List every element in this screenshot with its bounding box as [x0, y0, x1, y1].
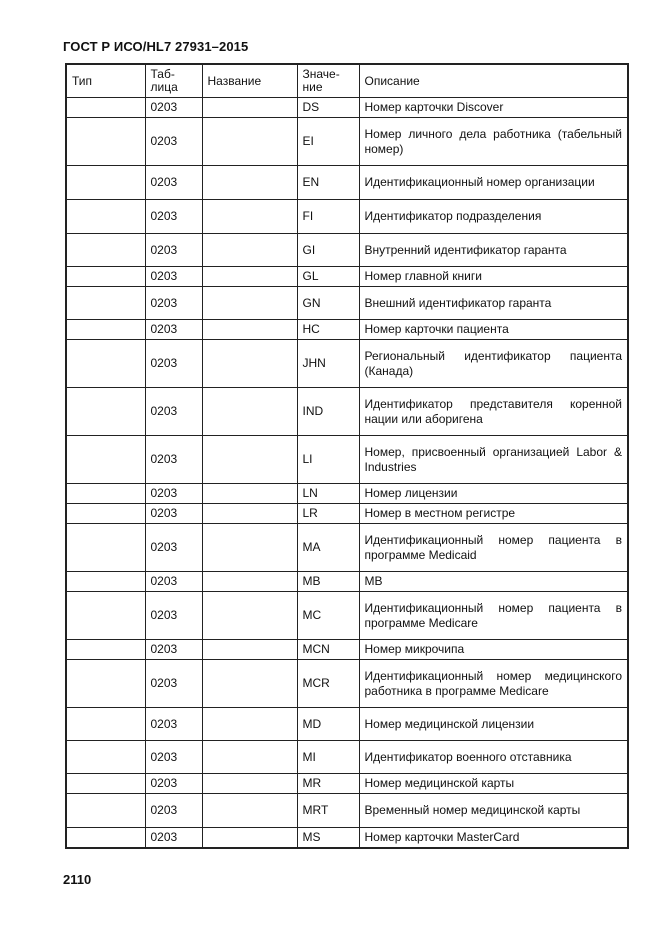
cell-name [202, 524, 297, 572]
cell-table: 0203 [145, 200, 202, 234]
table-row [66, 287, 628, 320]
cell-value: LN [297, 484, 359, 504]
column-header-value-line2: ние [302, 80, 323, 94]
document-header: ГОСТ Р ИСО/HL7 27931–2015 [63, 39, 249, 54]
cell-table: 0203 [145, 287, 202, 320]
cell-name [202, 660, 297, 708]
cell-description: Номер карточки MasterCard [359, 828, 628, 848]
cell-value: HC [297, 320, 359, 340]
table-row [66, 118, 628, 166]
column-header-name: Название [202, 64, 297, 98]
cell-value: GI [297, 234, 359, 267]
cell-value: MC [297, 592, 359, 640]
cell-table: 0203 [145, 592, 202, 640]
cell-type [66, 200, 145, 234]
cell-table: 0203 [145, 504, 202, 524]
cell-name [202, 166, 297, 200]
cell-description: Номер главной книги [359, 267, 628, 287]
cell-table: 0203 [145, 267, 202, 287]
cell-name [202, 828, 297, 848]
cell-name [202, 320, 297, 340]
table-row [66, 320, 628, 340]
cell-name [202, 592, 297, 640]
cell-description: Региональный идентификатор пациента (Канада) [359, 340, 628, 388]
column-header-description: Описание [359, 64, 628, 98]
cell-value: MS [297, 828, 359, 848]
cell-value: LR [297, 504, 359, 524]
cell-name [202, 436, 297, 484]
cell-description: Внутренний идентификатор гаранта [359, 234, 628, 267]
table-row [66, 436, 628, 484]
table-row [66, 484, 628, 504]
cell-description: Номер лицензии [359, 484, 628, 504]
table-row [66, 200, 628, 234]
cell-description: Внешний идентификатор гаранта [359, 287, 628, 320]
cell-description: Идентификатор военного отставника [359, 741, 628, 774]
table-row [66, 592, 628, 640]
cell-value: GL [297, 267, 359, 287]
table-header-row [66, 64, 628, 98]
cell-value: EN [297, 166, 359, 200]
cell-type [66, 118, 145, 166]
column-header-type: Тип [66, 64, 145, 98]
cell-value: MB [297, 572, 359, 592]
table-row [66, 340, 628, 388]
cell-type [66, 572, 145, 592]
cell-type [66, 524, 145, 572]
cell-name [202, 640, 297, 660]
cell-value: MCN [297, 640, 359, 660]
cell-table: 0203 [145, 640, 202, 660]
table-row [66, 741, 628, 774]
cell-name [202, 504, 297, 524]
column-header-table-line2: лица [150, 80, 178, 94]
cell-description: Номер в местном регистре [359, 504, 628, 524]
table-row [66, 388, 628, 436]
cell-description: Номер, присвоенный организацией Labor & Industries [359, 436, 628, 484]
table-row [66, 504, 628, 524]
cell-table: 0203 [145, 234, 202, 267]
cell-name [202, 287, 297, 320]
cell-table: 0203 [145, 660, 202, 708]
cell-table: 0203 [145, 388, 202, 436]
cell-name [202, 741, 297, 774]
cell-value: MCR [297, 660, 359, 708]
cell-type [66, 234, 145, 267]
cell-description: MB [359, 572, 628, 592]
table-row [66, 660, 628, 708]
cell-description: Идентификатор подразделения [359, 200, 628, 234]
code-table [65, 63, 629, 849]
cell-table: 0203 [145, 436, 202, 484]
cell-type [66, 828, 145, 848]
cell-type [66, 660, 145, 708]
cell-table: 0203 [145, 98, 202, 118]
column-header-value [297, 64, 359, 98]
table-row [66, 267, 628, 287]
cell-description: Номер медицинской лицензии [359, 708, 628, 741]
cell-type [66, 774, 145, 794]
column-header-value-line1: Значе- [302, 67, 340, 81]
cell-table: 0203 [145, 741, 202, 774]
cell-value: MR [297, 774, 359, 794]
cell-name [202, 340, 297, 388]
cell-table: 0203 [145, 708, 202, 741]
cell-name [202, 118, 297, 166]
cell-value: FI [297, 200, 359, 234]
cell-value: EI [297, 118, 359, 166]
cell-table: 0203 [145, 524, 202, 572]
cell-type [66, 794, 145, 828]
cell-description: Номер карточки Discover [359, 98, 628, 118]
cell-name [202, 774, 297, 794]
cell-value: IND [297, 388, 359, 436]
cell-type [66, 484, 145, 504]
cell-description: Идентификационный номер медицинского работника в программе Medicare [359, 660, 628, 708]
table-row [66, 828, 628, 848]
table-row [66, 234, 628, 267]
cell-name [202, 388, 297, 436]
table-row [66, 794, 628, 828]
cell-name [202, 98, 297, 118]
column-header-table [145, 64, 202, 98]
cell-value: JHN [297, 340, 359, 388]
table-body [66, 98, 628, 848]
cell-type [66, 267, 145, 287]
cell-value: DS [297, 98, 359, 118]
cell-type [66, 640, 145, 660]
cell-name [202, 234, 297, 267]
cell-type [66, 708, 145, 741]
cell-description: Идентификационный номер пациента в программе Medicare [359, 592, 628, 640]
cell-type [66, 504, 145, 524]
cell-type [66, 436, 145, 484]
cell-description: Номер медицинской карты [359, 774, 628, 794]
table-row [66, 640, 628, 660]
cell-description: Идентификационный номер пациента в программе Medicaid [359, 524, 628, 572]
cell-type [66, 287, 145, 320]
cell-description: Идентификационный номер организации [359, 166, 628, 200]
cell-description: Номер личного дела работника (табельный номер) [359, 118, 628, 166]
cell-type [66, 98, 145, 118]
cell-type [66, 166, 145, 200]
column-header-table-line1: Таб- [150, 67, 175, 81]
cell-value: GN [297, 287, 359, 320]
cell-table: 0203 [145, 320, 202, 340]
cell-table: 0203 [145, 484, 202, 504]
table-row [66, 572, 628, 592]
cell-type [66, 388, 145, 436]
table-row [66, 774, 628, 794]
cell-table: 0203 [145, 118, 202, 166]
cell-table: 0203 [145, 794, 202, 828]
cell-type [66, 592, 145, 640]
cell-name [202, 794, 297, 828]
cell-name [202, 572, 297, 592]
cell-table: 0203 [145, 166, 202, 200]
cell-value: LI [297, 436, 359, 484]
cell-type [66, 320, 145, 340]
cell-name [202, 708, 297, 741]
cell-table: 0203 [145, 572, 202, 592]
table-row [66, 166, 628, 200]
cell-value: MA [297, 524, 359, 572]
cell-table: 0203 [145, 828, 202, 848]
table-row [66, 524, 628, 572]
cell-value: MRT [297, 794, 359, 828]
cell-type [66, 741, 145, 774]
cell-value: MD [297, 708, 359, 741]
cell-table: 0203 [145, 340, 202, 388]
table-row [66, 708, 628, 741]
cell-name [202, 267, 297, 287]
cell-table: 0203 [145, 774, 202, 794]
cell-type [66, 340, 145, 388]
cell-name [202, 484, 297, 504]
cell-value: MI [297, 741, 359, 774]
cell-description: Номер карточки пациента [359, 320, 628, 340]
cell-description: Идентификатор представителя коренной нации или аборигена [359, 388, 628, 436]
cell-description: Временный номер медицинской карты [359, 794, 628, 828]
cell-description: Номер микрочипа [359, 640, 628, 660]
page-number: 2110 [63, 872, 92, 887]
table-row [66, 98, 628, 118]
cell-name [202, 200, 297, 234]
